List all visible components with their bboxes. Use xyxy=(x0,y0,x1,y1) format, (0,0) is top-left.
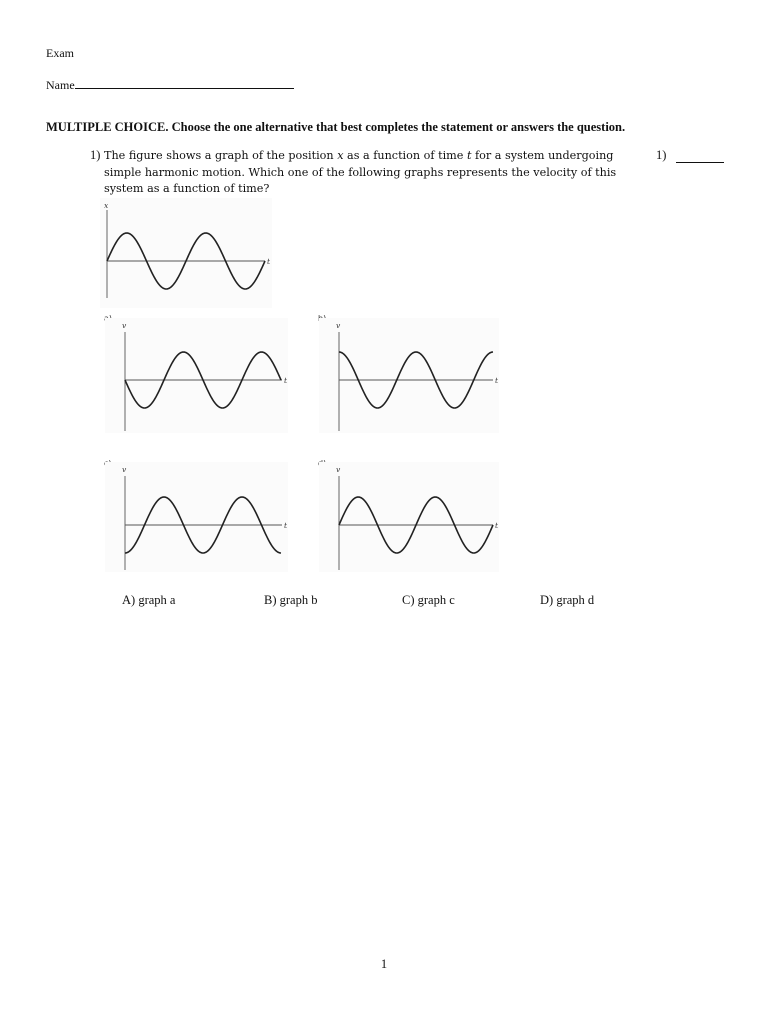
y-axis-label: v xyxy=(336,465,341,474)
y-axis-label: v xyxy=(336,321,341,330)
graph-a-svg xyxy=(105,318,288,433)
question-number: 1) xyxy=(90,148,101,162)
y-axis-label: v xyxy=(122,321,127,330)
x-axis-label: t xyxy=(267,257,271,266)
graph-d xyxy=(319,462,499,572)
instructions: MULTIPLE CHOICE. Choose the one alternative that best completes the statement or answers the question. xyxy=(46,120,626,134)
question-text-part: The figure shows a graph of the position xyxy=(104,149,338,162)
y-axis-label: x xyxy=(104,201,109,210)
x-axis-label: t xyxy=(284,521,288,530)
choice-b[interactable]: B) graph b xyxy=(264,593,318,607)
graph-d-svg xyxy=(319,462,499,572)
answer-number: 1) xyxy=(656,148,667,162)
question-text xyxy=(104,148,649,198)
graph-a xyxy=(105,318,288,433)
question-text-part: for a system undergoing simple harmonic motion. Which one of the following graphs represents the velocity of this system as a function of time? xyxy=(104,149,617,195)
graph-b-svg xyxy=(319,318,499,433)
variable-x: x xyxy=(337,149,344,162)
choice-a[interactable]: A) graph a xyxy=(122,593,176,607)
graph-c xyxy=(105,462,288,572)
name-label: Name xyxy=(46,78,75,92)
choice-c[interactable]: C) graph c xyxy=(402,593,455,607)
page-number: 1 xyxy=(380,957,388,971)
x-axis-label: t xyxy=(495,521,499,530)
answer-blank-line[interactable] xyxy=(676,150,724,163)
exam-label: Exam xyxy=(46,46,74,60)
position-graph-svg xyxy=(100,198,272,308)
question-text-part: as a function of time xyxy=(343,149,467,162)
x-axis-label: t xyxy=(495,376,499,385)
graph-c-svg xyxy=(105,462,288,572)
position-graph xyxy=(100,198,272,308)
choice-d[interactable]: D) graph d xyxy=(540,593,595,607)
y-axis-label: v xyxy=(122,465,127,474)
name-blank-line xyxy=(75,76,294,89)
variable-t: t xyxy=(466,149,472,162)
x-axis-label: t xyxy=(284,376,288,385)
graph-b xyxy=(319,318,499,433)
name-row xyxy=(46,76,294,93)
